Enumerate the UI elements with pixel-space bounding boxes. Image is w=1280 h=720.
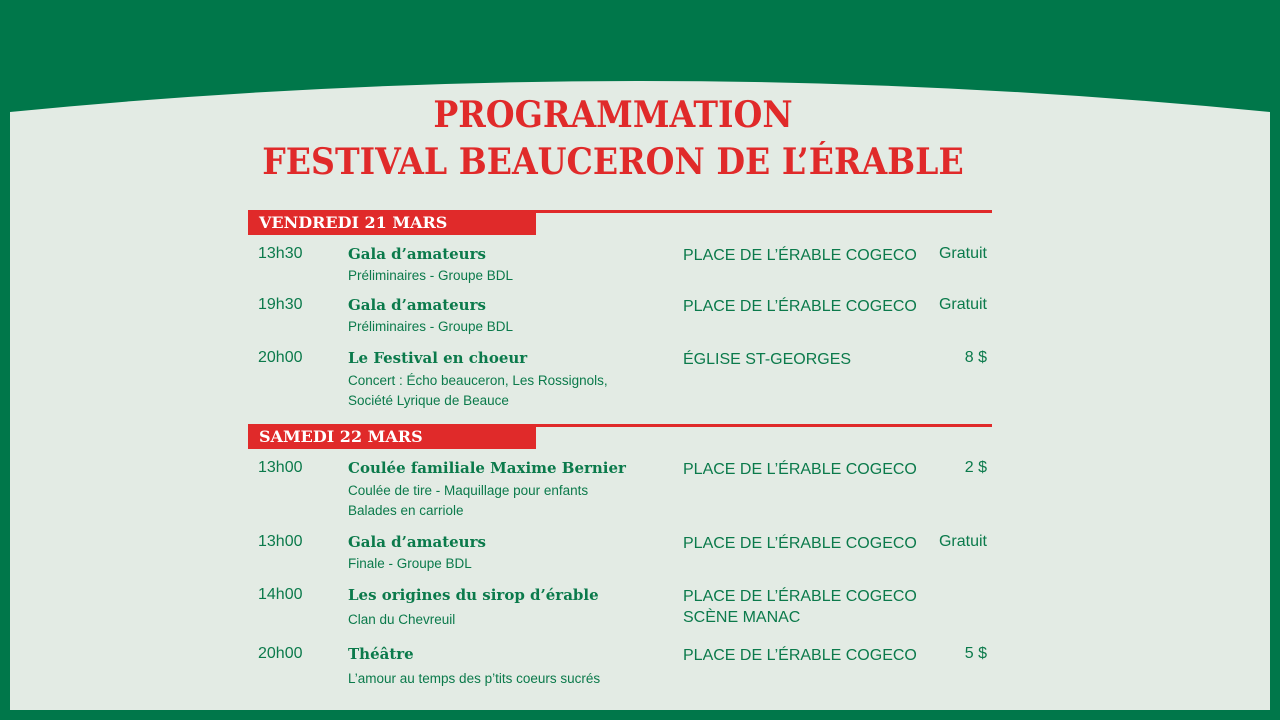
day-label: VENDREDI 21 MARS (248, 210, 536, 235)
event-desc: Coulée de tire - Maquillage pour enfants (348, 483, 589, 498)
event-price: Gratuit (938, 533, 987, 550)
event-venue: ÉGLISE ST-GEORGES (683, 351, 852, 368)
event-time: 13h00 (258, 459, 303, 476)
event-price: 5 $ (964, 645, 987, 662)
page-title: PROGRAMMATION (433, 94, 793, 136)
event-venue: PLACE DE L’ÉRABLE COGECO (683, 298, 917, 315)
event-desc: Préliminaires - Groupe BDL (348, 268, 514, 283)
page-subtitle: FESTIVAL BEAUCERON DE L’ÉRABLE (262, 141, 964, 183)
event-name: Théâtre (348, 645, 414, 663)
event-desc: Concert : Écho beauceron, Les Rossignols, (348, 373, 608, 388)
event-time: 20h00 (258, 349, 303, 366)
event-venue-stage: SCÈNE MANAC (683, 609, 801, 626)
event-name: Gala d’amateurs (348, 245, 486, 263)
event-price: 2 $ (964, 459, 987, 476)
event-venue: PLACE DE L’ÉRABLE COGECO (683, 588, 917, 605)
event-name: Les origines du sirop d’érable (348, 586, 599, 604)
event-venue: PLACE DE L’ÉRABLE COGECO (683, 535, 917, 552)
event-desc: Finale - Groupe BDL (348, 556, 472, 571)
event-name: Gala d’amateurs (348, 533, 486, 551)
event-price: Gratuit (938, 245, 987, 262)
event-time: 13h30 (258, 245, 303, 262)
event-price: Gratuit (938, 296, 987, 313)
event-venue: PLACE DE L’ÉRABLE COGECO (683, 247, 917, 264)
day-header-friday (248, 210, 992, 236)
event-price: 8 $ (964, 349, 987, 366)
event-name: Le Festival en choeur (348, 349, 528, 367)
day-header-saturday (248, 424, 992, 450)
event-name: Coulée familiale Maxime Bernier (348, 459, 626, 477)
day-label: SAMEDI 22 MARS (248, 424, 536, 449)
event-desc: Balades en carriole (348, 503, 464, 518)
event-name: Gala d’amateurs (348, 296, 486, 314)
event-desc: Préliminaires - Groupe BDL (348, 319, 514, 334)
event-desc: Société Lyrique de Beauce (348, 393, 509, 408)
event-time: 13h00 (258, 533, 303, 550)
event-time: 19h30 (258, 296, 303, 313)
event-time: 14h00 (258, 586, 303, 603)
event-time: 20h00 (258, 645, 303, 662)
event-desc: L’amour au temps des p’tits coeurs sucrés (348, 671, 601, 686)
event-venue: PLACE DE L’ÉRABLE COGECO (683, 647, 917, 664)
event-venue: PLACE DE L’ÉRABLE COGECO (683, 461, 917, 478)
event-desc: Clan du Chevreuil (348, 612, 456, 627)
